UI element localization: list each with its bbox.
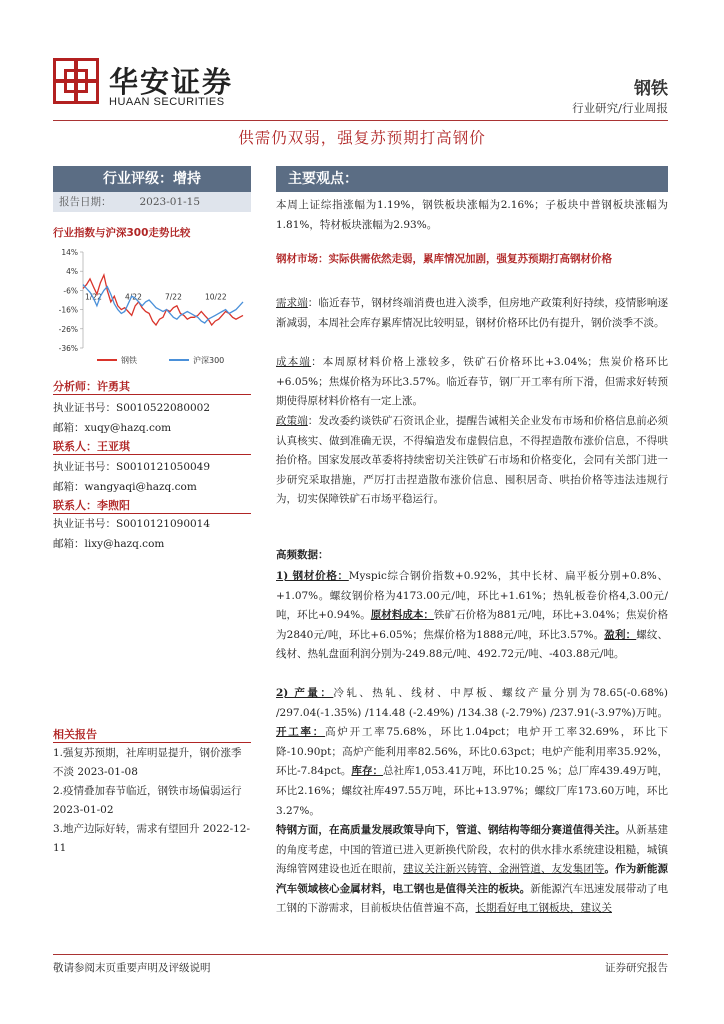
related-report-1[interactable]: 1.强复苏预期，社库明显提升，钢价涨季不淡 2023-01-08 <box>53 747 242 778</box>
legend-label: 钢铁 <box>121 356 137 365</box>
contact2-label: 联系人：李煦阳 <box>53 499 130 512</box>
y-tick-label: -16% <box>58 305 78 315</box>
analyst-divider <box>53 394 251 395</box>
hf-price-paragraph <box>276 567 668 665</box>
demand-paragraph <box>276 294 668 333</box>
header-divider <box>53 120 668 121</box>
contact2-cert: 执业证书号：S0010121090014 <box>53 518 211 530</box>
report-date <box>53 192 251 212</box>
analyst-label: 分析师：许勇其 <box>53 380 130 393</box>
policy-paragraph <box>276 412 668 510</box>
footer-divider <box>53 954 668 955</box>
hf-raw-label: 原材料成本： <box>370 609 434 622</box>
hf-output-paragraph <box>276 684 668 821</box>
policy-label: 政策端 <box>276 415 308 427</box>
contact2-email: 邮箱：lixy@hazq.com <box>53 538 165 550</box>
y-tick-label: 14% <box>61 248 78 257</box>
policy-text: ：发改委约谈铁矿石资讯企业，提醒告诫相关企业发布市场和价格信息前必须认真核实、做到准确无误，不得编造发布虚假信息，不得捏造散布涨价信息，不得哄抬价格。国家发展改革委将持续密切关注铁矿石市场和价格变化，会同有关部门进一步研究采取措施，严厉打击捏造散布涨价信息、囤积居奇、哄抬价格等违法违规行为，切实保障铁矿石市场平稳运行。 <box>276 415 669 506</box>
x-tick-label: 4/22 <box>125 292 142 302</box>
related-report-3[interactable]: 3.地产边际好转，需求有望回升 2022-12-11 <box>53 823 251 854</box>
related-report-2[interactable]: 2.疫情叠加春节临近，钢铁市场偏弱运行 2023-01-02 <box>53 785 242 816</box>
legend-label: 沪深300 <box>193 356 225 365</box>
hf-output-text: 冷轧、热轧、线材、中厚板、螺纹产量分别为78.65(-0.68%) /297.04(-1.35%) /114.48 (-2.49%) /134.38 (-2.79%) /237.91(-3.97%)万吨。 <box>276 687 669 719</box>
report-date-value: 2023-01-15 <box>139 196 201 208</box>
contact1-cert: 执业证书号：S0010121050049 <box>53 461 211 473</box>
report-type: 行业研究/行业周报 <box>572 101 668 115</box>
hf-stock-text: 总社库1,053.41万吨，环比10.25 %；总厂库439.49万吨，环比2.16%；螺纹社库497.55万吨，环比+13.97%；螺纹厂库173.60万吨，环比3.27%。 <box>276 765 669 817</box>
logo-english-name: HUAAN SECURITIES <box>109 96 225 108</box>
contact2-divider <box>53 513 251 514</box>
industry-rating: 行业评级：增持 <box>53 166 251 192</box>
y-tick-label: -36% <box>58 344 78 353</box>
related-divider <box>53 742 251 743</box>
demand-label: 需求端 <box>276 297 308 309</box>
special-bold: 特钢方面，在高质量发展政策导向下，管道、钢结构等细分赛道值得关注。 <box>276 824 626 836</box>
hf-raw-text: 铁矿石价格为881元/吨，环比+3.04%；焦炭价格为2840元/吨，环比+6.05%；焦煤价格为1888元/吨，环比3.57%。 <box>276 609 669 641</box>
x-tick-label: 10/22 <box>205 292 227 302</box>
market-heading: 钢材市场：实际供需依然走弱，累库情况加剧，强复苏预期打高钢材价格 <box>276 253 612 265</box>
hf-price-text: Myspic综合钢价指数+0.92%，其中长材、扁平板分别+0.8%、+1.07%。螺纹钢价格为4173.00元/吨，环比+1.61%；热轧板卷价格4,3.00元/吨，环比+0.94%。 <box>276 570 668 622</box>
footer-report-type: 证券研究报告 <box>605 962 668 974</box>
special-text1: 从新基建的角度考虑，中国的管道已进入更新换代阶段，农村的供水排水系统建设粗糙，城镇海绵管网建设也近在眼前， <box>276 824 669 876</box>
contact1-divider <box>53 454 251 455</box>
report-title: 供需仍双弱，强复苏预期打高钢价 <box>238 129 486 147</box>
x-tick-label: 7/22 <box>165 292 182 302</box>
sector-name: 钢铁 <box>634 79 668 99</box>
logo-chinese-name: 华安证券 <box>109 65 234 99</box>
hf-heading: 高频数据： <box>276 549 329 561</box>
hf-price-label: 1) 钢材价格： <box>276 570 349 582</box>
demand-text: ：临近春节，钢材终端消费也进入淡季，但房地产政策利好持续，疫情影响逐渐减弱，本周社会库存累库情况比较明显，钢材价格环比仍有提升，钢价淡季不淡。 <box>276 297 669 329</box>
logo-seal-icon <box>53 58 99 104</box>
special-steel-paragraph <box>276 821 668 919</box>
special-ul2: 长期看好电工钢板块，建议关 <box>475 902 612 915</box>
cost-text: ：本周原材料价格上涨较多，铁矿石价格环比+3.04%；焦炭价格环比+6.05%；焦煤价格为环比3.57%。临近春节，钢厂开工率有所下滑，但需求好转预期使得原材料价格有一定上涨。 <box>276 356 669 408</box>
cost-label: 成本端 <box>276 356 312 368</box>
related-reports-label: 相关报告 <box>53 728 97 741</box>
hf-open-text: 高炉开工率75.68%，环比1.04pct；电炉开工率32.69%，环比下降-10.90pt；高炉产能利用率82.56%，环比0.63pct；电炉产能利用率35.92%，环比-7.84pct。 <box>276 726 669 778</box>
hf-output-label: 2) 产量： <box>276 687 334 699</box>
hf-stock-label: 库存： <box>351 765 384 778</box>
special-bold2: 。作为新能源汽车领域核心金属材料，电工钢也是值得关注的板块。 <box>276 863 669 895</box>
company-logo <box>53 58 233 114</box>
hf-open-label: 开工率： <box>276 726 326 739</box>
chart-title: 行业指数与沪深300走势比较 <box>53 227 191 239</box>
cost-paragraph <box>276 353 668 412</box>
y-tick-label: -6% <box>63 286 78 296</box>
report-date-label: 报告日期： <box>59 196 112 208</box>
special-text2: 新能源汽车迅速发展带动了电工钢的下游需求，目前板块估值普遍不高， <box>276 882 669 915</box>
analyst-cert: 执业证书号：S0010522080002 <box>53 402 211 414</box>
y-tick-label: 4% <box>66 267 78 277</box>
contact1-email: 邮箱：wangyaqi@hazq.com <box>53 481 197 493</box>
analyst-email: 邮箱：xuqy@hazq.com <box>53 422 172 434</box>
hf-profit-label: 盈利： <box>604 628 637 641</box>
y-tick-label: -26% <box>58 324 78 334</box>
footer-disclaimer: 敬请参阅末页重要声明及评级说明 <box>53 962 211 974</box>
x-tick-label: 1/22 <box>85 292 102 302</box>
hf-profit-text: 螺纹、线材、热轧盘面利润分别为-249.88元/吨、492.72元/吨、-403.88元/吨。 <box>276 628 669 661</box>
main-viewpoint-header: 主要观点： <box>276 166 668 192</box>
summary-paragraph: 本周上证综指涨幅为1.19%，钢铁板块涨幅为2.16%；子板块中普钢板块涨幅为1.81%，特材板块涨幅为2.93%。 <box>276 199 668 231</box>
special-ul1: 建议关注新兴铸管、金洲管道、友发集团等 <box>403 863 605 876</box>
index-comparison-chart <box>53 240 251 370</box>
contact1-label: 联系人：王亚琪 <box>53 440 130 453</box>
